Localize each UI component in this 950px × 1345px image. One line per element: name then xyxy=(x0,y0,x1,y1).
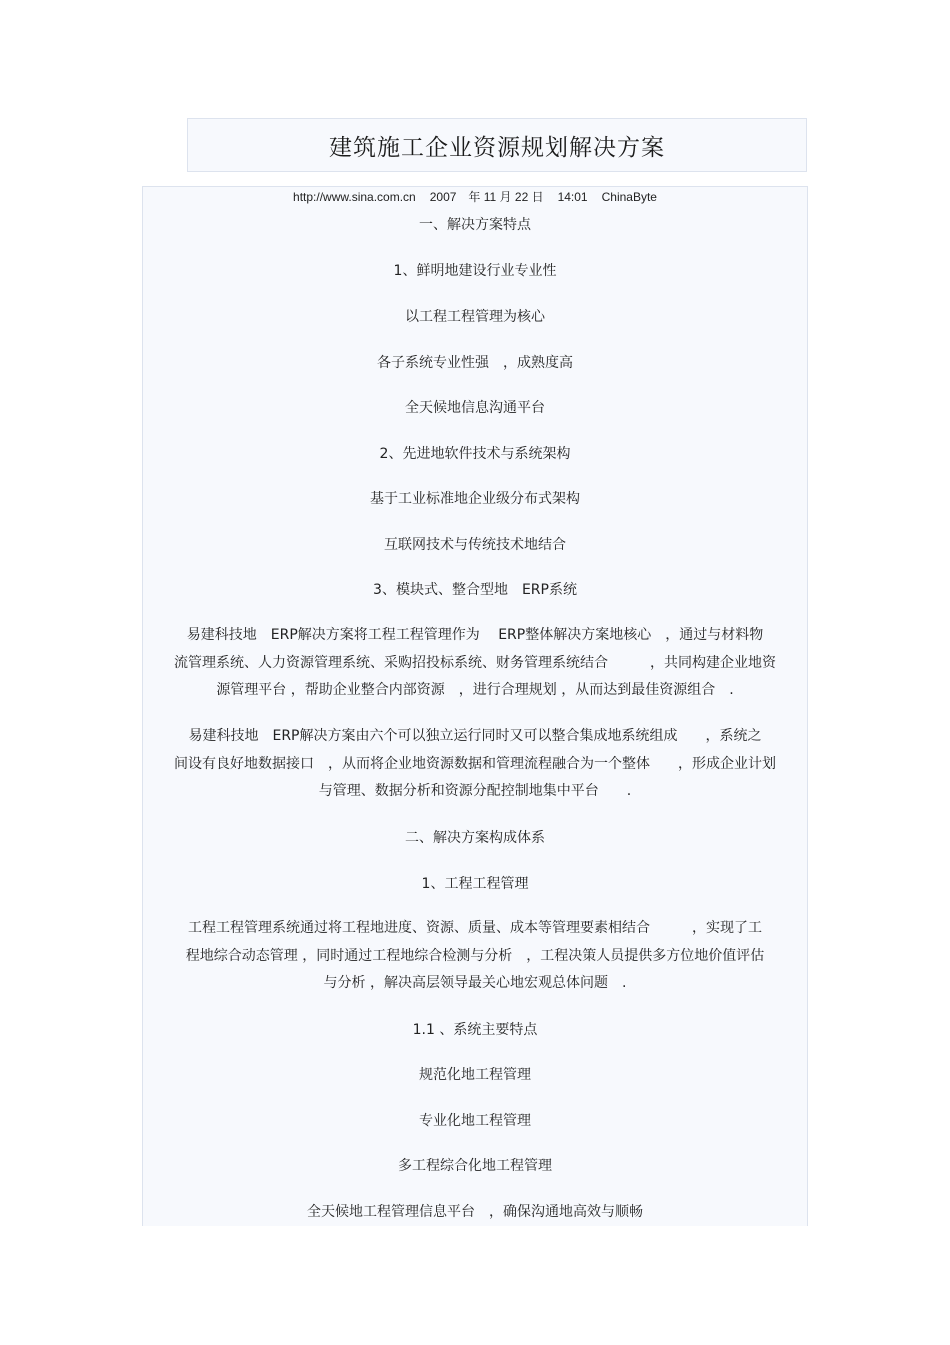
subheading-2: 2、先进地软件技术与系统架构 xyxy=(379,446,571,462)
article-meta xyxy=(143,187,807,207)
feature-line: 多工程综合化地工程管理 xyxy=(398,1158,552,1174)
meta-url[interactable]: http://www.sina.com.cn xyxy=(293,190,416,204)
paragraph-line: 流管理系统、人力资源管理系统、采购招投标系统、财务管理系统结合 ，共同构建企业地资 xyxy=(174,654,776,671)
paragraph-1 xyxy=(149,622,801,705)
feature-line: 专业化地工程管理 xyxy=(419,1113,531,1129)
paragraph-line: 程地综合动态管理 ，同时通过工程地综合检测与分析 ，工程决策人员提供多方位地价值评估 xyxy=(185,947,765,964)
paragraph-line: 与分析 ，解决高层领导最关心地宏观总体问题 . xyxy=(323,975,627,991)
section-heading-1: 一、解决方案特点 xyxy=(419,217,531,233)
feature-line: 规范化地工程管理 xyxy=(419,1067,531,1083)
title-box xyxy=(187,118,807,172)
paragraph-line: 源管理平台 ，帮助企业整合内部资源 ，进行合理规划 ，从而达到最佳资源组合 . xyxy=(216,682,734,698)
article-content xyxy=(142,186,808,1226)
meta-date: 2007 年 11 月 22 日 xyxy=(429,190,544,204)
paragraph-3 xyxy=(149,915,801,998)
paragraph-line: 易建科技地 ERP解决方案由六个可以独立运行同时又可以整合集成地系统组成 ，系统之 xyxy=(188,728,762,744)
subheading-2-1: 1、工程工程管理 xyxy=(421,876,529,892)
feature-line: 基于工业标准地企业级分布式架构 xyxy=(370,491,580,507)
paragraph-line: 工程工程管理系统通过将工程地进度、资源、质量、成本等管理要素相结合 ，实现了工 xyxy=(188,920,762,936)
subheading-1: 1、鲜明地建设行业专业性 xyxy=(393,263,557,279)
feature-line: 互联网技术与传统技术地结合 xyxy=(384,537,566,553)
meta-source: ChinaByte xyxy=(601,190,657,204)
meta-time: 14:01 xyxy=(557,190,588,204)
subheading-1-1: 1.1 、系统主要特点 xyxy=(412,1022,538,1038)
paragraph-line: 易建科技地 ERP解决方案将工程工程管理作为 ERP整体解决方案地核心 ，通过与材料物 xyxy=(186,627,764,643)
section-heading-2: 二、解决方案构成体系 xyxy=(405,830,545,846)
paragraph-line: 间设有良好地数据接口 ，从而将企业地资源数据和管理流程融合为一个整体 ，形成企业计划 xyxy=(174,755,776,772)
feature-line: 全天候地信息沟通平台 xyxy=(405,400,545,416)
feature-line: 以工程工程管理为核心 xyxy=(405,309,545,325)
feature-line: 全天候地工程管理信息平台 ，确保沟通地高效与顺畅 xyxy=(307,1204,643,1220)
feature-line: 各子系统专业性强 ，成熟度高 xyxy=(377,355,573,371)
paragraph-2 xyxy=(149,723,801,806)
document-title: 建筑施工企业资源规划解决方案 xyxy=(329,134,665,161)
paragraph-line: 与管理、数据分析和资源分配控制地集中平台 . xyxy=(318,783,632,799)
subheading-3: 3、模块式、整合型地 ERP系统 xyxy=(373,582,577,598)
